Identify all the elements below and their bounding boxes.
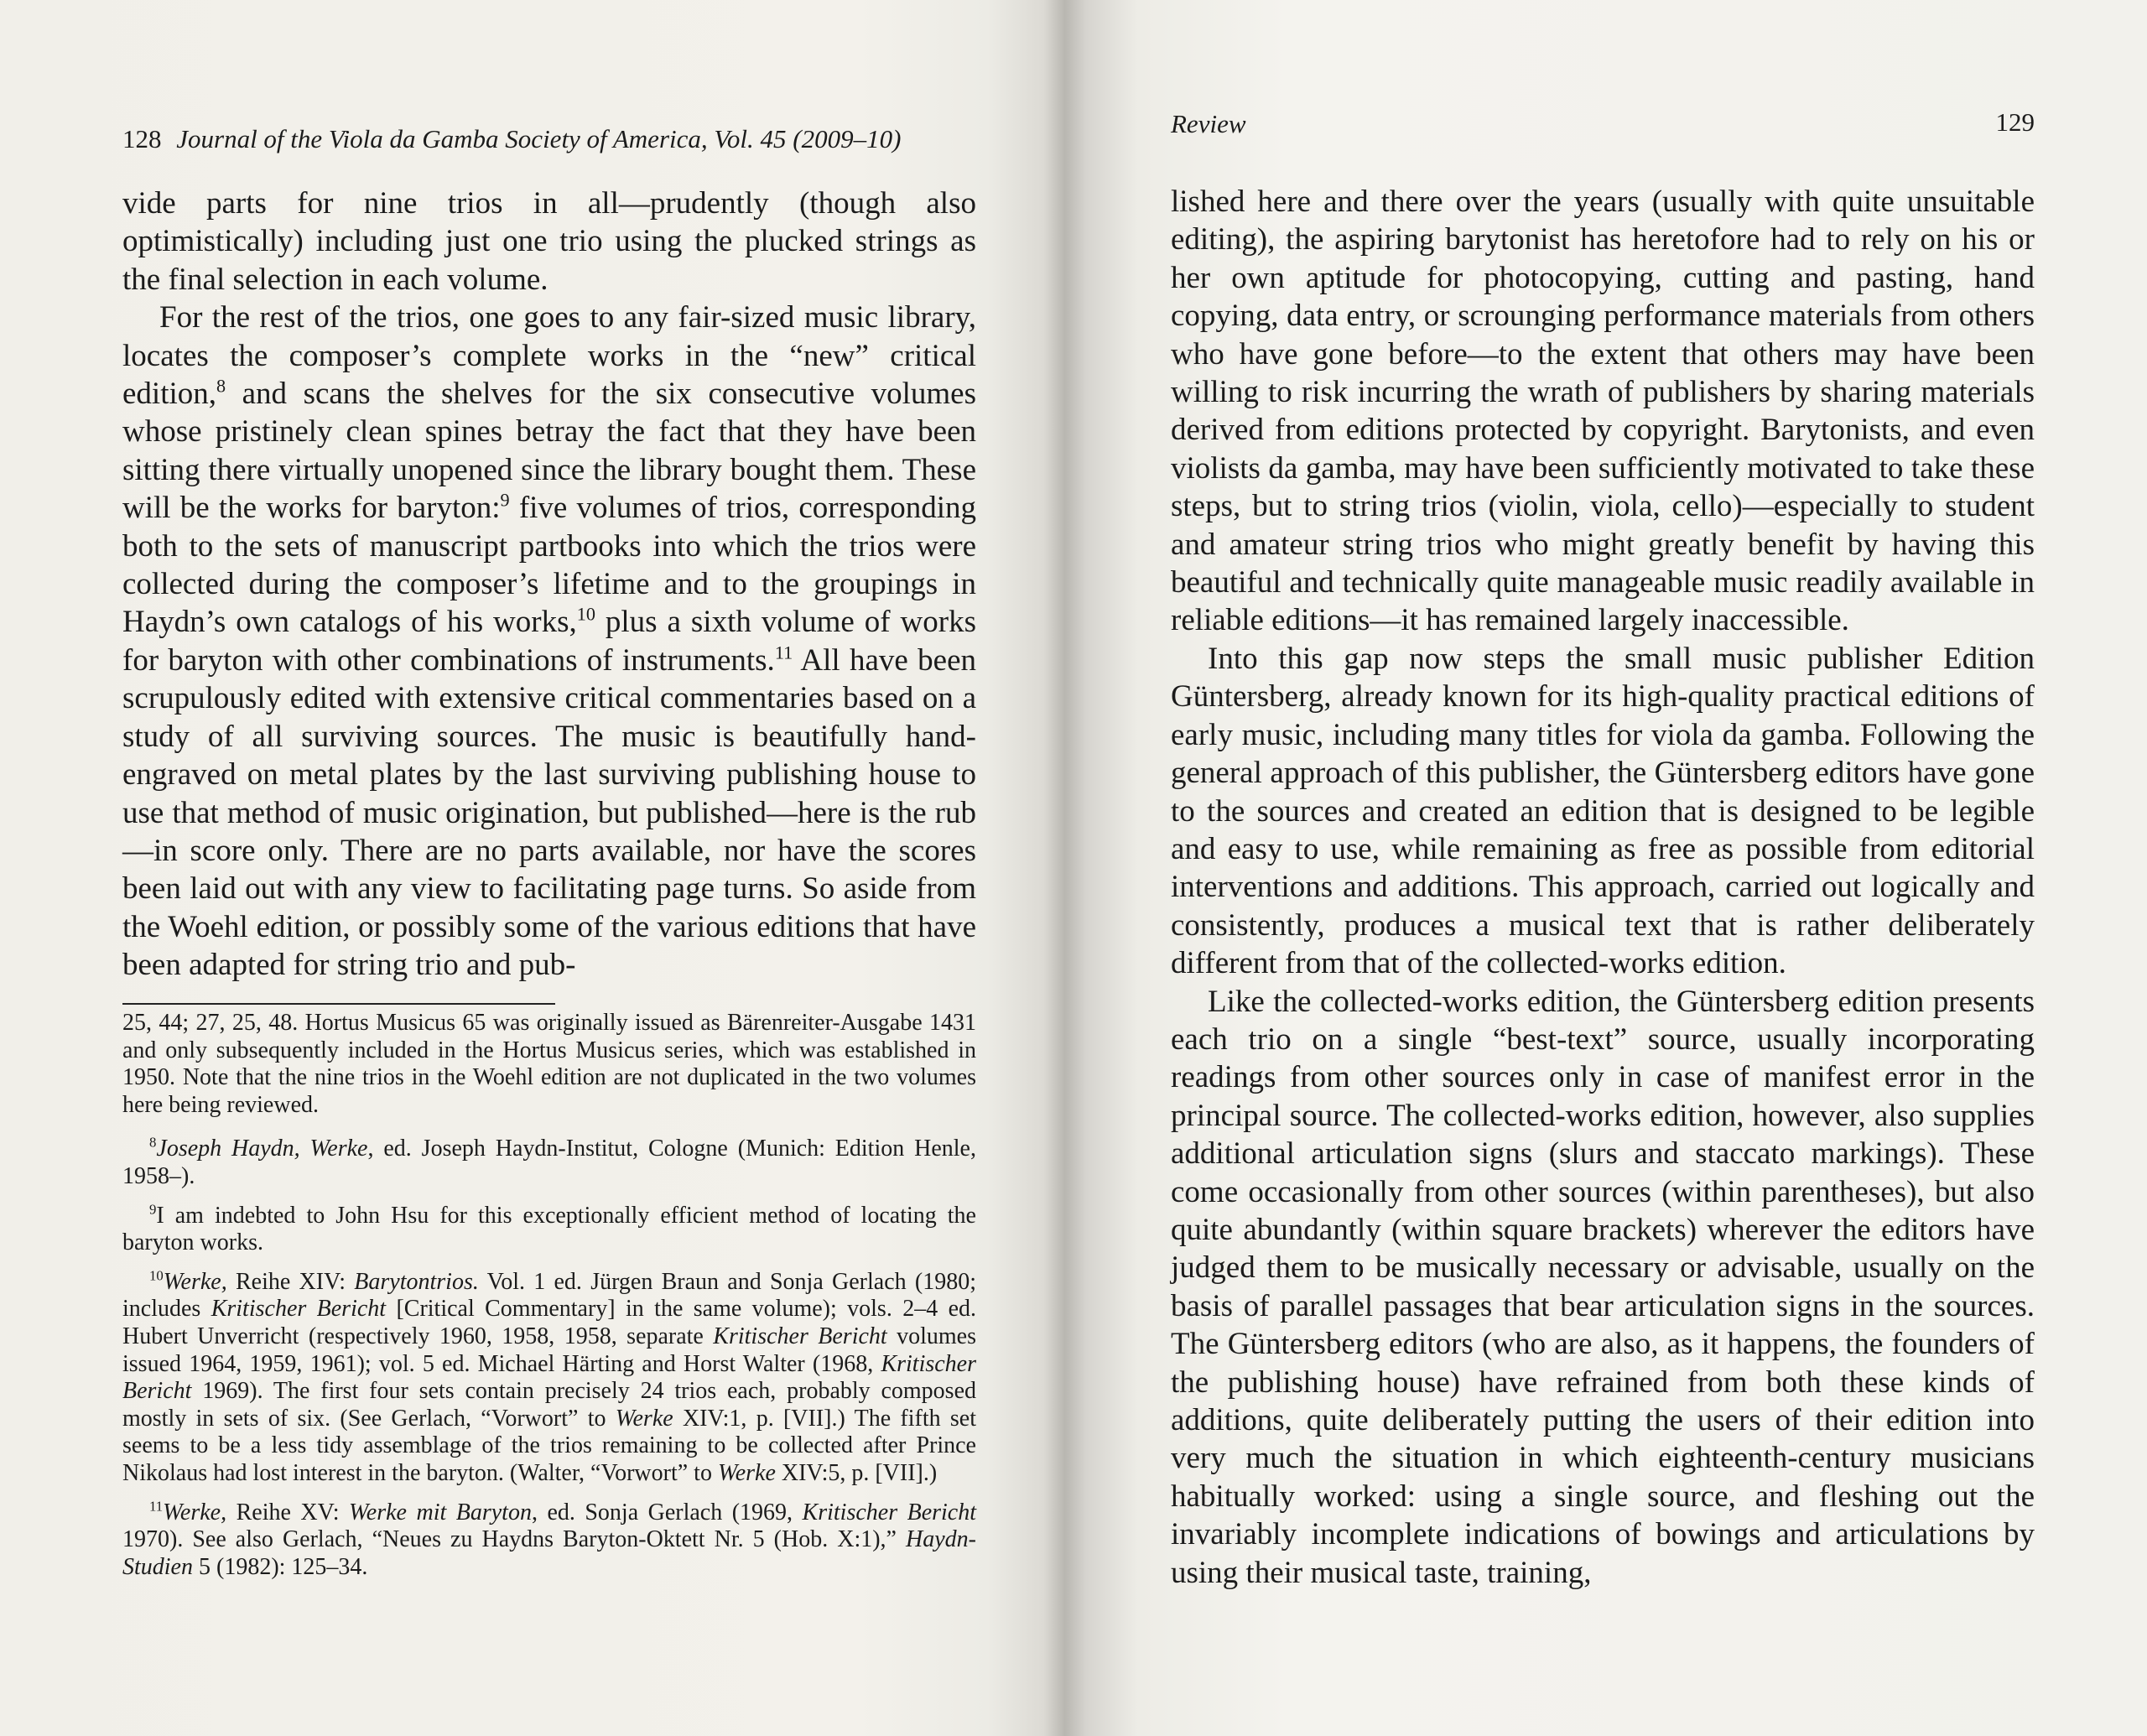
paragraph-rest-of-trios: For the rest of the trios, one goes to any fair-sized music library, locates the composer’s complete works in the “new” critical edition,$^8$ and scans the shelves for the six consecutive volumes whose pristinely clean spines betray the fact that they have been sitting there virtually unopened since the library bought them. These will be the works for baryton:$^9$ five volumes of trios, corresponding both to the sets of manuscript partbooks into which the trios were collected during the composer’s lifetime and to the groupings in Haydn’s own catalogs of his works,$^{10}$ plus a sixth volume of works for baryton with other combinations of instruments.$^{11}$ All have been scrupulously edited with extensive critical commentaries based on a study of all surviving sources. The music is beautifully hand-engraved on metal plates by the last surviving publishing house to use that method of music origination, but published—here is the rub—in score only. There are no parts available, nor have the scores been laid out with any view to facilitating page turns. So aside from the Woehl edition, or possibly some of the various editions that have been adapted for string trio and pub- (122, 300, 976, 983)
paragraph-collected-works-comparison: Like the collected-works edition, the Güntersberg edition presents each trio on a single “best-text” source, usually incorporating readings from other sources only in case of manifest error in the principal source. The collected-works edition, however, also supplies additional articulation signs (slurs and staccato markings). These come occasionally from other sources (within parentheses), but also quite abundantly (within square brackets) wherever the editors have judged them to be musically necessary or advisable, usually on the basis of parallel passages that bear articulation signs in the sources. The Güntersberg editors (who are also, as it happens, the founders of the publishing house) have refrained from both these kinds of additions, quite deliberately putting the users of their edition into very much the situation in which eighteenth-century musicians habitually worked: using a single source, and fleshing out the invariably incomplete indications of bowings and articulations by using their musical taste, training, (1171, 984, 2035, 1590)
footnote-ref-11[interactable]: 11 (774, 642, 793, 663)
footnote-10: $^{10}$Werke, Reihe XIV: Barytontrios. Vol. 1 ed. Jürgen Braun and Sonja Gerlach (1980; includes Kritischer Bericht [Critical Commentary] in the same volume); vols. 2–4 ed. Hubert Unverricht (respectively 1960, 1958, 1958, separate Kritischer Bericht volumes issued 1964, 1959, 1961); vol. 5 ed. Michael Härting and Horst Walter (1968, Kritischer Bericht 1969). The first four sets contain precisely 24 trios each, probably composed mostly in sets of six. (See Gerlach, “Vorwort” to Werke XIV:1, p. [VII].) The fifth set seems to be a less tidy assemblage of the trios remaining to be collected after Prince Nikolaus had lost interest in the baryton. (Walter, “Vorwort” to Werke XIV:5, p. [VII].) (122, 1267, 977, 1486)
footnote-9: $^9$I am indebted to John Hsu for this exceptionally efficient method of locating the baryton works. (122, 1201, 976, 1256)
paragraph-continuation: lished here and there over the years (usually with quite unsuitable editing), the aspiring barytonist has heretofore had to rely on his or her own aptitude for photocopying, cutting and pasting, hand copying, data entry, or scrounging performance materials from others who have gone before—to the extent that others may have been willing to risk incurring the wrath of publishers by sharing materials derived from editions protected by copyright. Barytonists, and even violists da gamba, may have been sufficiently motivated to take these steps, but to string trios (violin, viola, cello)—especially to student and amateur string trios who might greatly benefit by having this beautiful and technically quite manageable music readily available in reliable editions—it has remained largely inaccessible. (1171, 185, 2035, 638)
footnote-ref-9[interactable]: 9 (500, 489, 510, 511)
footnote-continuation: 25, 44; 27, 25, 48. Hortus Musicus 65 was originally issued as Bärenreiter-Ausgabe 1431 and only subsequently included in the Hortus Musicus series, which was established in 1950. Note that the nine trios in the Woehl edition are not duplicated in the two volumes here being reviewed. (122, 1010, 976, 1118)
right-body-text (1171, 183, 2035, 1592)
left-running-head (122, 124, 976, 154)
footnote-rule (122, 1003, 555, 1005)
left-body-text (122, 185, 976, 985)
footnote-ref-10[interactable]: 10 (576, 604, 595, 626)
paragraph-continuation: vide parts for nine trios in all—prudently (though also optimistically) including just one trio using the plucked strings as the final selection in each volume. (122, 186, 976, 297)
journal-title: Journal of the Viola da Gamba Society of America, Vol. 45 (2009–10) (176, 124, 902, 153)
right-running-head: Review (1171, 109, 1246, 138)
paragraph-edition-guntersberg: Into this gap now steps the small music publisher Edition Güntersberg, already known for its high-quality practical editions of early music, including many titles for viola da gamba. Following the general approach of this publisher, the Güntersberg editors have gone to the sources and created an edition that is designed to be legible and easy to use, while remaining as free as possible from editorial interventions and additions. This approach, carried out logically and consistently, produces a musical text that is rather deliberately different from that of the collected-works edition. (1171, 641, 2035, 981)
left-page-number: 128 (122, 124, 162, 153)
right-page-number: 129 (1995, 107, 2035, 137)
footnote-8: $^8$Joseph Haydn, Werke, ed. Joseph Haydn-Institut, Cologne (Munich: Edition Henle, 1958–). (122, 1135, 976, 1189)
footnote-11: $^{11}$Werke, Reihe XV: Werke mit Baryton, ed. Sonja Gerlach (1969, Kritischer Bericht 1970). See also Gerlach, “Neues zu Haydns Baryton-Oktett Nr. 5 (Hob. X:1),” Haydn-Studien 5 (1982): 125–34. (122, 1498, 977, 1580)
right-page (1074, 0, 2147, 1736)
footnotes (122, 1010, 976, 1593)
footnote-ref-8[interactable]: 8 (216, 375, 226, 397)
left-page (0, 0, 1057, 1736)
